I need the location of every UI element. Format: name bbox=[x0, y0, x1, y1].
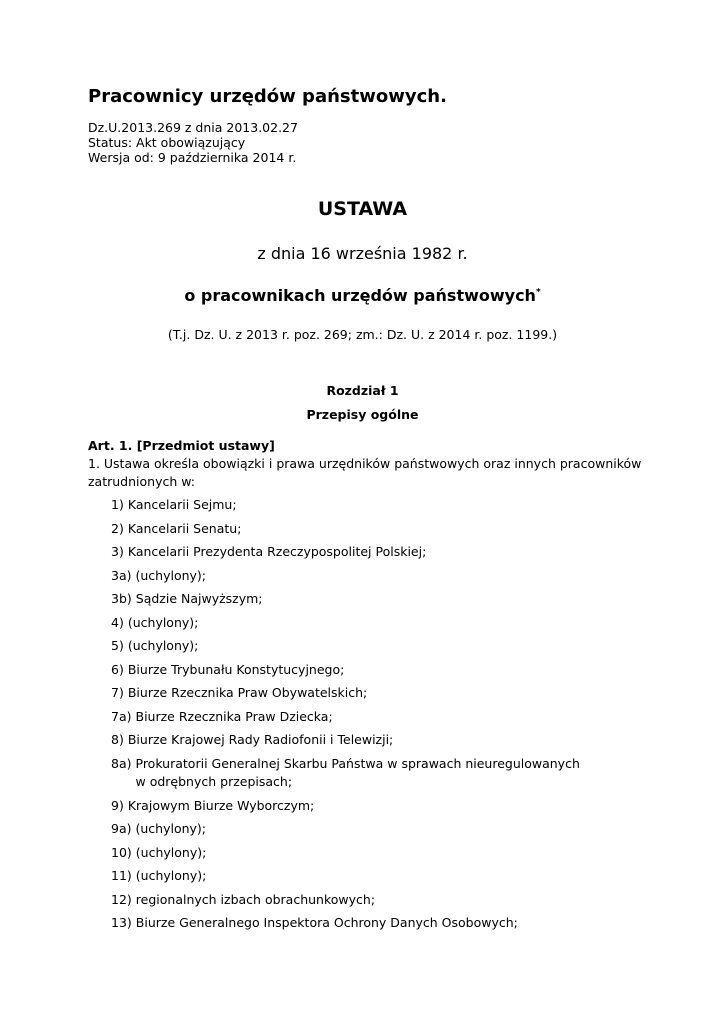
act-type-heading: USTAWA bbox=[317, 198, 408, 220]
list-item-text: Sądzie Najwyższym; bbox=[135, 591, 263, 606]
list-item bbox=[111, 844, 611, 868]
list-item-text: (uchylony); bbox=[127, 614, 199, 630]
list-item bbox=[111, 797, 611, 821]
list-item-text: Biurze Rzecznika Praw Dziecka; bbox=[135, 708, 333, 724]
list-item bbox=[111, 543, 611, 567]
consolidated-text-note: (T.j. Dz. U. z 2013 r. poz. 269; zm.: Dz. U. z 2014 r. poz. 1199.) bbox=[167, 327, 558, 342]
meta-journal-reference: Dz.U.2013.269 z dnia 2013.02.27 bbox=[88, 120, 298, 135]
list-item-text: Prokuratorii Generalnej Skarbu Państwa w sprawach nieuregulowanych w odrębnych przepisach; bbox=[135, 755, 580, 789]
list-item bbox=[111, 820, 611, 844]
list-item-number: 7) bbox=[111, 685, 124, 700]
list-item bbox=[111, 637, 611, 661]
list-item-number: 1) bbox=[111, 497, 124, 512]
list-item bbox=[111, 520, 611, 544]
list-item-number: 12) bbox=[111, 891, 132, 907]
list-item-text: (uchylony); bbox=[135, 567, 207, 583]
list-item bbox=[111, 891, 611, 915]
list-item-text: Biurze Krajowej Rady Radiofonii i Telewizji; bbox=[127, 732, 394, 747]
list-item-text: Biurze Trybunału Konstytucyjnego; bbox=[127, 661, 345, 677]
list-item-number: 4) bbox=[111, 614, 124, 630]
list-item-text: Kancelarii Sejmu; bbox=[127, 497, 237, 512]
chapter-heading bbox=[0, 379, 725, 427]
list-item bbox=[111, 590, 611, 614]
list-item-text: Biurze Generalnego Inspektora Ochrony Danych Osobowych; bbox=[135, 915, 518, 930]
list-item bbox=[111, 496, 611, 520]
list-item-number: 8) bbox=[111, 732, 124, 747]
list-item bbox=[111, 684, 611, 708]
list-item-text: (uchylony); bbox=[135, 844, 207, 860]
list-item-number: 7a) bbox=[111, 708, 132, 724]
list-item-text: Krajowym Biurze Wyborczym; bbox=[127, 797, 315, 813]
article-heading: Art. 1. [Przedmiot ustawy] bbox=[88, 438, 275, 453]
chapter-title: Przepisy ogólne bbox=[306, 407, 419, 422]
list-item-number: 13) bbox=[111, 915, 132, 930]
list-item bbox=[111, 914, 611, 938]
list-item-number: 5) bbox=[111, 638, 124, 653]
list-item-number: 11) bbox=[111, 868, 132, 883]
list-item-text: (uchylony); bbox=[127, 638, 199, 653]
list-item-text: Kancelarii Prezydenta Rzeczypospolitej Polskiej; bbox=[127, 544, 427, 559]
list-item-text: (uchylony); bbox=[135, 868, 207, 883]
list-item-text: Kancelarii Senatu; bbox=[127, 520, 242, 536]
list-item bbox=[111, 567, 611, 591]
list-item-number: 2) bbox=[111, 520, 124, 536]
act-subject bbox=[0, 286, 725, 305]
list-item bbox=[111, 731, 611, 755]
list-item-number: 9a) bbox=[111, 821, 132, 836]
list-item bbox=[111, 661, 611, 685]
list-item bbox=[111, 867, 611, 891]
document-title: Pracownicy urzędów państwowych. bbox=[88, 86, 447, 107]
list-item bbox=[111, 708, 611, 732]
act-date: z dnia 16 września 1982 r. bbox=[257, 244, 468, 263]
list-item-number: 10) bbox=[111, 844, 132, 860]
list-item-number: 3a) bbox=[111, 567, 132, 583]
document-metadata bbox=[88, 120, 298, 165]
list-item bbox=[111, 614, 611, 638]
article-item-list bbox=[111, 496, 611, 938]
list-item-text: regionalnych izbach obrachunkowych; bbox=[135, 891, 376, 907]
meta-status: Status: Akt obowiązujący bbox=[88, 135, 246, 150]
list-item-number: 3b) bbox=[111, 591, 132, 606]
chapter-number: Rozdział 1 bbox=[326, 383, 399, 398]
list-item-number: 9) bbox=[111, 797, 124, 813]
footnote-mark: * bbox=[535, 287, 541, 298]
article-1 bbox=[88, 437, 648, 491]
list-item-text: Biurze Rzecznika Praw Obywatelskich; bbox=[127, 685, 368, 700]
list-item-number: 8a) bbox=[111, 755, 132, 771]
list-item bbox=[111, 755, 611, 797]
list-item-number: 6) bbox=[111, 661, 124, 677]
article-intro: 1. Ustawa określa obowiązki i prawa urzędników państwowych oraz innych pracowników zatrudnionych w: bbox=[88, 456, 642, 489]
act-subject-text: o pracownikach urzędów państwowych bbox=[184, 286, 536, 305]
meta-version: Wersja od: 9 października 2014 r. bbox=[88, 150, 297, 165]
list-item-text: (uchylony); bbox=[135, 821, 207, 836]
list-item-number: 3) bbox=[111, 544, 124, 559]
